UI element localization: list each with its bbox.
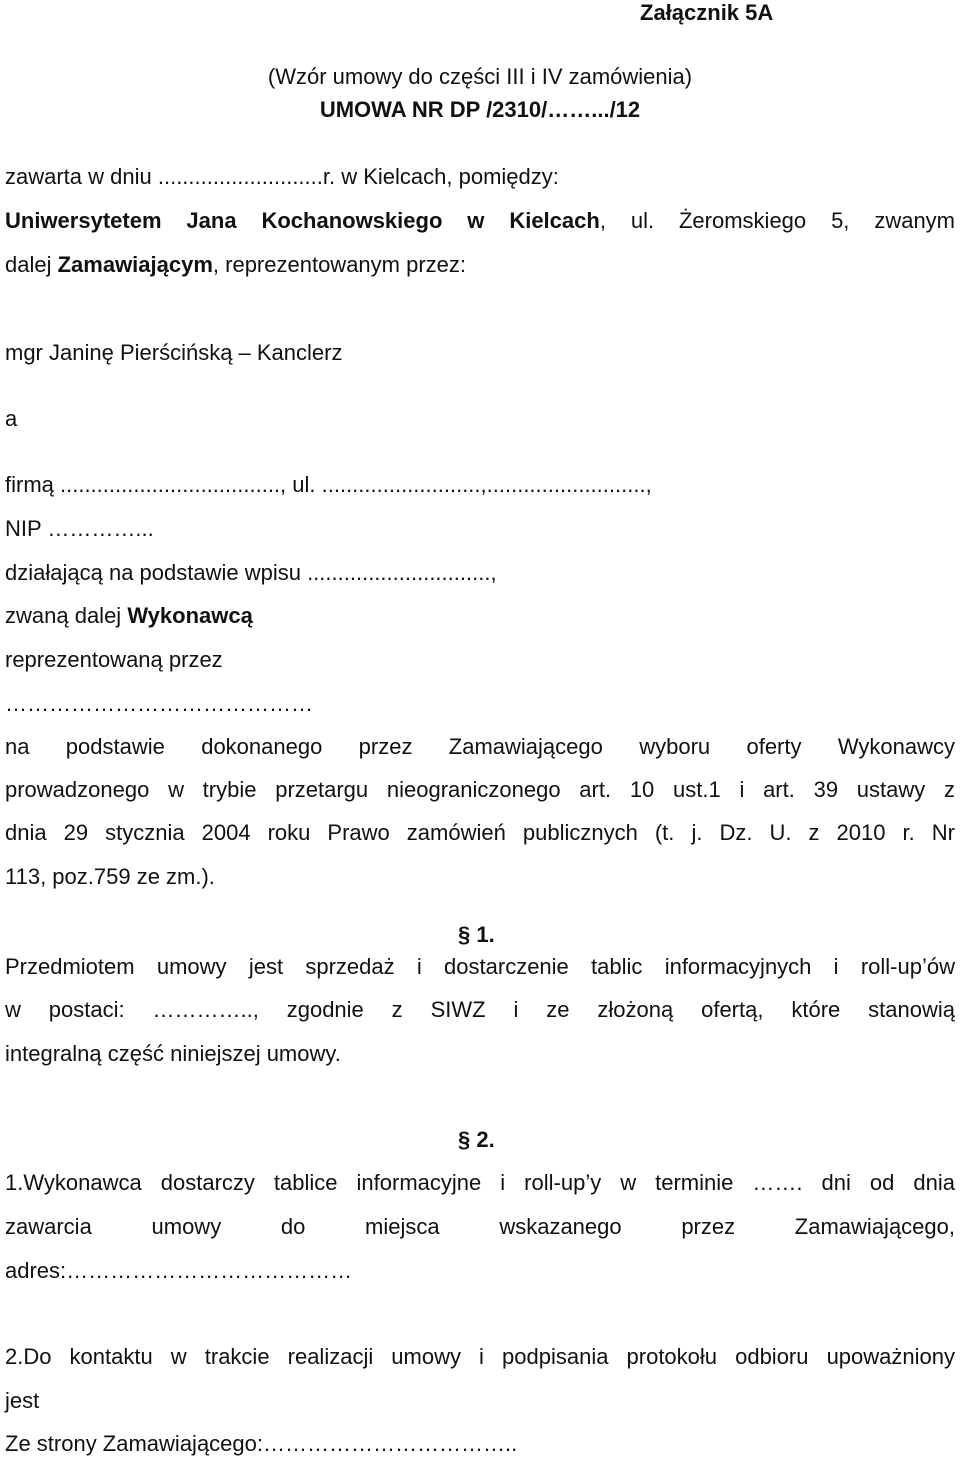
called-line <box>5 252 955 278</box>
registration-line: działającą na podstawie wpisu .............................., <box>5 560 497 585</box>
section-2-p1-line-1: 1.Wykonawca dostarczy tablice informacyjne i roll-up’y w terminie ……. dni od dnia <box>5 1170 955 1195</box>
basis-line-2: prowadzonego w trybie przetargu nieograniczonego art. 10 ust.1 i art. 39 ustawy z <box>5 777 955 802</box>
university-name: Uniwersytetem Jana Kochanowskiego w Kielcach <box>5 208 600 233</box>
annex-label: Załącznik 5A <box>640 0 774 25</box>
section-1-line-2: w postaci: ………….., zgodnie z SIWZ i ze złożoną ofertą, które stanowią <box>5 997 955 1022</box>
university-address: , ul. Żeromskiego 5, zwanym <box>599 208 956 233</box>
basis-line-1: na podstawie dokonanego przez Zamawiającego wyboru oferty Wykonawcy <box>5 734 955 759</box>
section-2-p1-line-3: adres:………………………………… <box>5 1258 353 1283</box>
orderer-name: Zamawiającym <box>57 252 213 277</box>
firm-line: firmą ...................................., ul. ..........................,.........................., <box>5 472 652 497</box>
section-1-line-3: integralną część niniejszej umowy. <box>5 1041 341 1066</box>
section-2-p2-line-3: Ze strony Zamawiającego:…………………………….. <box>5 1431 518 1456</box>
section-2-heading: § 2. <box>458 1127 495 1152</box>
contractor-line <box>5 603 955 629</box>
section-2-p1-line-2: zawarcia umowy do miejsca wskazanego przez Zamawiającego, <box>5 1214 955 1239</box>
basis-line-4: 113, poz.759 ze zm.). <box>5 864 215 889</box>
section-1-heading: § 1. <box>458 922 495 947</box>
contractor-prefix: zwaną dalej <box>5 603 128 628</box>
called-suffix: , reprezentowanym przez: <box>212 252 467 277</box>
called-prefix: dalej <box>5 252 58 277</box>
template-note: (Wzór umowy do części III i IV zamówienia) <box>267 64 693 89</box>
section-2-p2-line-1: 2.Do kontaktu w trakcie realizacji umowy i podpisania protokołu odbioru upoważniony <box>5 1344 955 1369</box>
contract-number: UMOWA NR DP /2310/…….../12 <box>319 97 641 122</box>
university-line <box>5 208 955 234</box>
contractor-name: Wykonawcą <box>127 603 253 628</box>
concluded-line: zawarta w dniu ...........................r. w Kielcach, pomiędzy: <box>5 164 559 189</box>
and-word: a <box>5 406 18 431</box>
nip-line: NIP …………... <box>5 516 154 541</box>
represented-by: reprezentowaną przez <box>5 647 223 672</box>
representative: mgr Janinę Pierścińską – Kanclerz <box>5 340 343 365</box>
represented-dots: …………………………………… <box>5 691 313 716</box>
section-2-p2-line-2: jest <box>5 1388 40 1413</box>
basis-line-3: dnia 29 stycznia 2004 roku Prawo zamówień publicznych (t. j. Dz. U. z 2010 r. Nr <box>5 820 955 845</box>
section-1-line-1: Przedmiotem umowy jest sprzedaż i dostarczenie tablic informacyjnych i roll-up’ów <box>5 954 955 979</box>
